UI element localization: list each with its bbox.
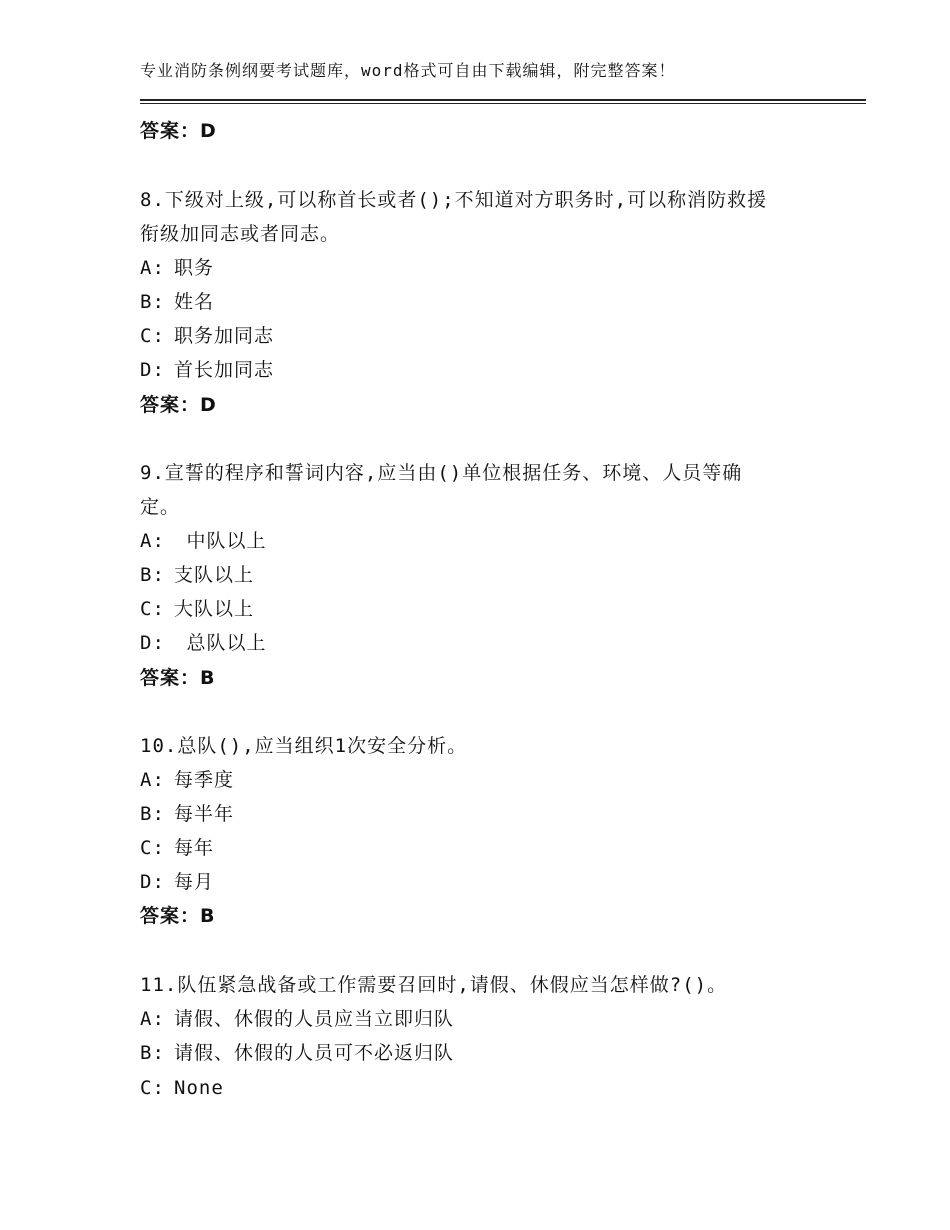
question-8-answer: 答案：D: [140, 394, 217, 416]
option-letter: C:: [140, 837, 165, 859]
option-text: 请假、休假的人员应当立即归队: [174, 1008, 455, 1030]
option-letter: B:: [140, 1042, 165, 1064]
question-9-option-a: [140, 524, 266, 558]
question-9-text-line-1: 9.宣誓的程序和誓词内容,应当由()单位根据任务、环境、人员等确: [140, 462, 743, 484]
question-10-option-a: [140, 763, 234, 797]
option-letter: B:: [140, 803, 165, 825]
question-11-option-b: [140, 1036, 454, 1070]
header-rule-thick: [140, 99, 866, 101]
option-text: 每年: [174, 837, 215, 859]
answer-line: 答案：D: [140, 120, 217, 142]
option-text: 姓名: [174, 291, 215, 313]
option-text: 每月: [174, 871, 215, 893]
question-9-option-c: [140, 592, 254, 626]
header-rule-thin: [140, 103, 866, 104]
option-text: 首长加同志: [174, 359, 275, 381]
option-text: 每半年: [174, 803, 235, 825]
option-text: None: [174, 1077, 224, 1099]
option-letter: D:: [140, 359, 165, 381]
option-text: 总队以上: [174, 632, 267, 654]
question-9-option-d: [140, 626, 266, 660]
option-text: 每季度: [174, 769, 235, 791]
option-letter: C:: [140, 1077, 165, 1099]
question-10-option-d: [140, 865, 214, 899]
question-9-option-b: [140, 558, 254, 592]
question-8-text-line-2: 衔级加同志或者同志。: [140, 223, 341, 245]
option-text: 职务: [174, 257, 215, 279]
option-letter: D:: [140, 632, 165, 654]
option-text: 职务加同志: [174, 325, 275, 347]
question-8-text-line-1: 8.下级对上级,可以称首长或者();不知道对方职务时,可以称消防救援: [140, 189, 768, 211]
option-text: 中队以上: [174, 530, 267, 552]
question-10-option-b: [140, 797, 234, 831]
option-letter: A:: [140, 1008, 165, 1030]
option-letter: C:: [140, 598, 165, 620]
question-9-answer: 答案：B: [140, 667, 216, 689]
option-text: 请假、休假的人员可不必返归队: [174, 1042, 455, 1064]
option-letter: A:: [140, 769, 165, 791]
option-letter: D:: [140, 871, 165, 893]
option-text: 大队以上: [174, 598, 255, 620]
option-letter: A:: [140, 530, 165, 552]
option-letter: C:: [140, 325, 165, 347]
question-10-option-c: [140, 831, 214, 865]
page-header: 专业消防条例纲要考试题库，word格式可自由下载编辑，附完整答案！: [140, 61, 676, 80]
question-10-text-line-1: 10.总队(),应当组织1次安全分析。: [140, 735, 468, 757]
question-8-option-c: [140, 319, 274, 353]
option-text: 支队以上: [174, 564, 255, 586]
question-11-option-a: [140, 1002, 454, 1036]
question-8-option-d: [140, 353, 274, 387]
question-10-answer: 答案：B: [140, 905, 216, 927]
option-letter: B:: [140, 564, 165, 586]
question-11-text-line-1: 11.队伍紧急战备或工作需要召回时,请假、休假应当怎样做?()。: [140, 974, 728, 996]
question-9-text-line-2: 定。: [140, 496, 181, 518]
option-letter: A:: [140, 257, 165, 279]
question-8-option-b: [140, 285, 214, 319]
question-8-option-a: [140, 251, 214, 285]
option-letter: B:: [140, 291, 165, 313]
question-11-option-c: [140, 1071, 224, 1105]
